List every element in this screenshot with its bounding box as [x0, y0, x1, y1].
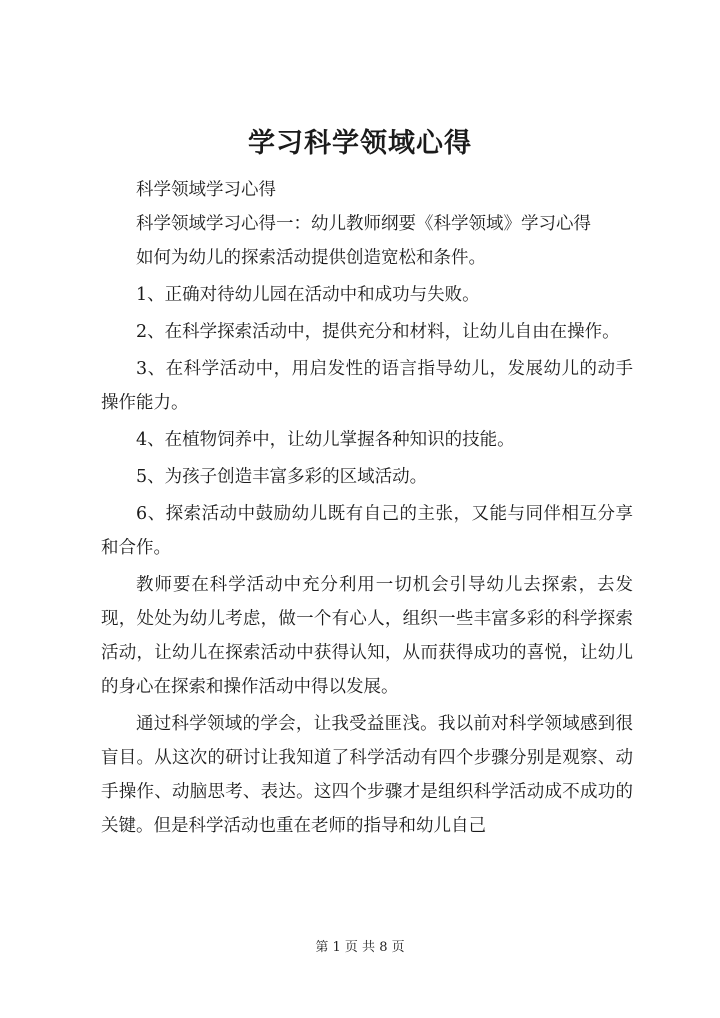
paragraph-intro: 如何为幼儿的探索活动提供创造宽松和条件。: [136, 248, 486, 268]
paragraph-item-2: 2、在科学探索活动中，提供充分和材料，让幼儿自由在操作。: [136, 322, 620, 342]
page-footer: 第 1 页 共 8 页: [315, 940, 405, 955]
paragraph-item-5: 5、为孩子创造丰富多彩的区域活动。: [136, 467, 428, 487]
paragraph-subtitle: 科学领域学习心得: [136, 180, 276, 200]
document-title: 学习科学领域心得: [248, 128, 472, 159]
paragraph-item-3: 3、在科学活动中，用启发性的语言指导幼儿，发展幼儿的动手操作能力。: [101, 359, 633, 413]
paragraph-item-6: 6、探索活动中鼓励幼儿既有自己的主张，又能与同伴相互分享和合作。: [101, 504, 633, 558]
paragraph-heading: 科学领域学习心得一：幼儿教师纲要《科学领域》学习心得: [136, 214, 591, 234]
paragraph-teacher: 教师要在科学活动中充分利用一切机会引导幼儿去探索，去发现，处处为幼儿考虑，做一个有心人，组织一些丰富多彩的科学探索活动，让幼儿在探索活动中获得认知，从而获得成功的喜悦，让幼儿的身心在探索和操作活动中得以发展。: [101, 575, 633, 697]
paragraph-item-1: 1、正确对待幼儿园在活动中和成功与失败。: [136, 285, 480, 305]
paragraph-reflection: 通过科学领域的学会，让我受益匪浅。我以前对科学领域感到很盲目。从这次的研讨让我知道了科学活动有四个步骤分别是观察、动手操作、动脑思考、表达。这四个步骤才是组织科学活动成不成功的关键。但是科学活动也重在老师的指导和幼儿自己: [101, 714, 633, 836]
paragraph-item-4: 4、在植物饲养中，让幼儿掌握各种知识的技能。: [136, 430, 515, 450]
document-body: [101, 173, 633, 843]
